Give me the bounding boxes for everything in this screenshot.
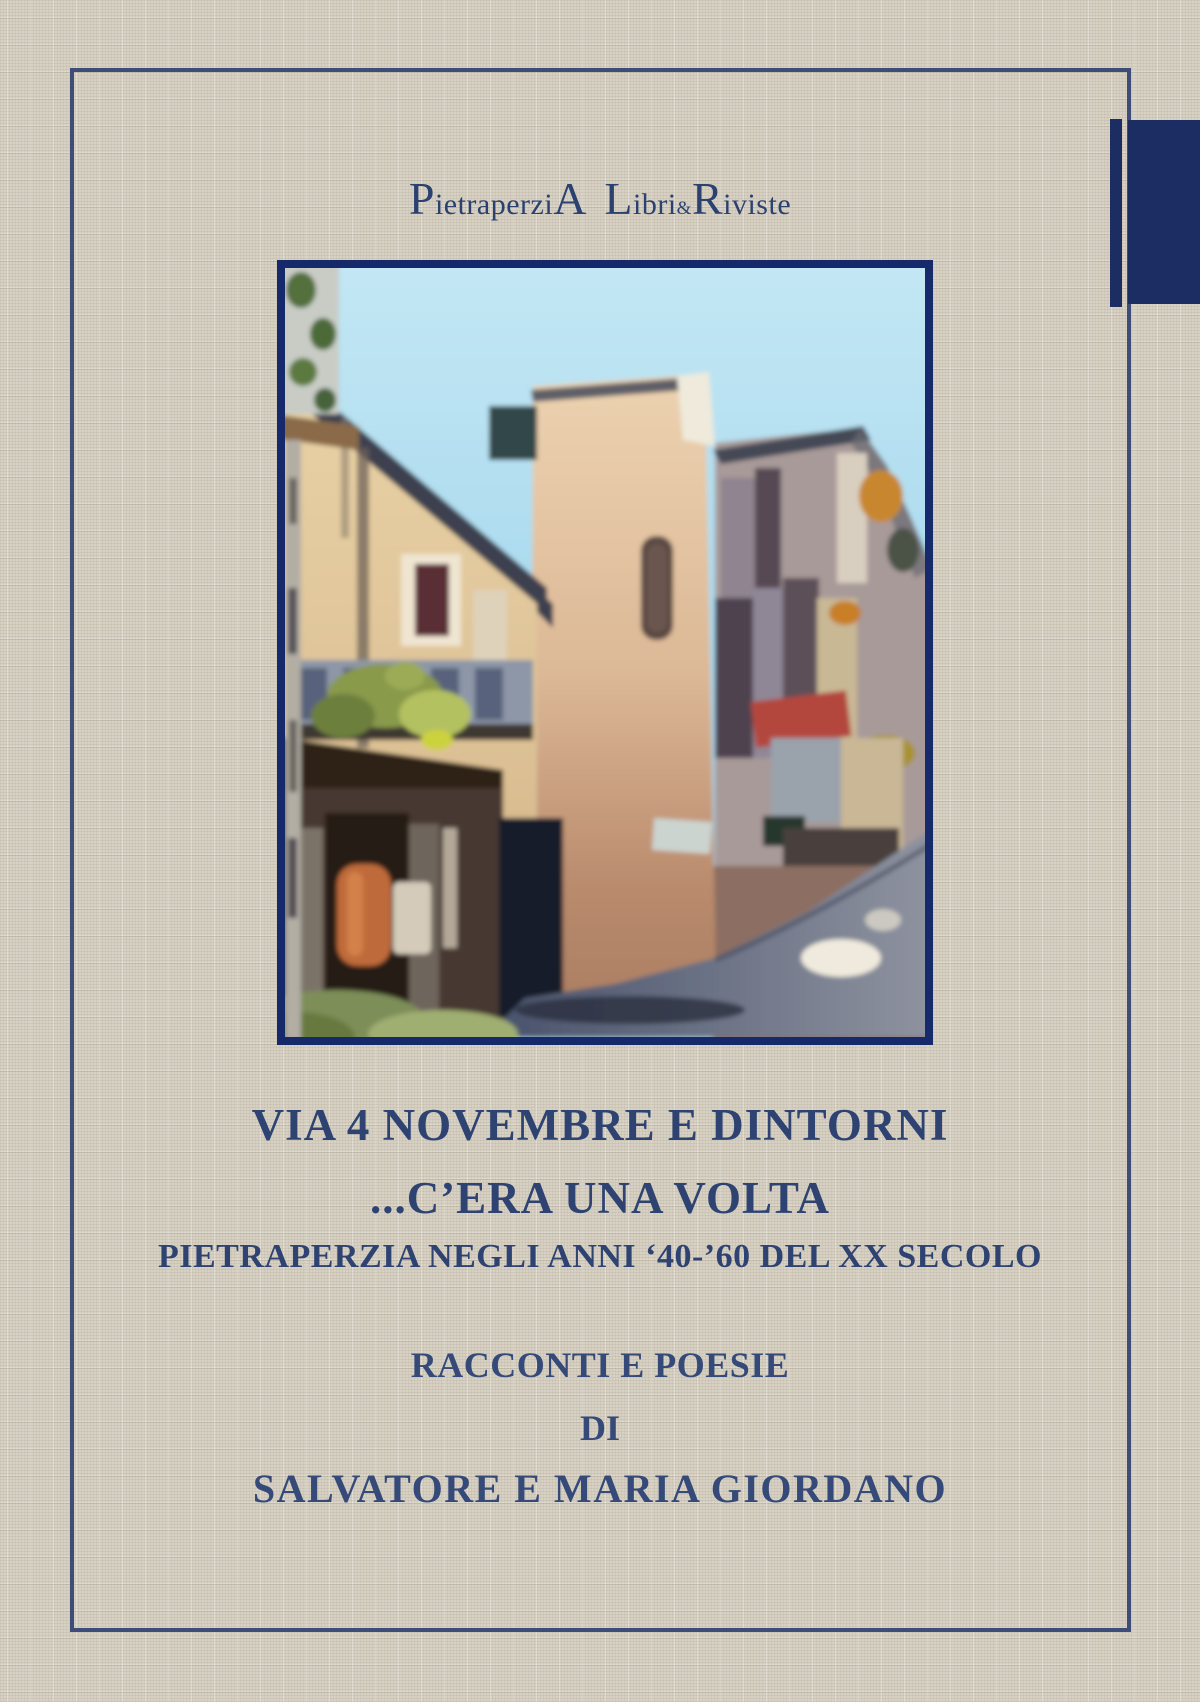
publisher-letter: R (691, 173, 724, 224)
publisher-letter: L (604, 173, 633, 224)
subtitle: PIETRAPERZIA NEGLI ANNI ‘40-’60 DEL XX SECOLO (158, 1238, 1042, 1275)
ampersand: & (676, 198, 692, 219)
author-heading: RACCONTI E POESIE (410, 1345, 790, 1385)
cover-photo (277, 260, 933, 1045)
publisher-letter: A (553, 173, 587, 224)
author-di: DI (579, 1408, 620, 1448)
street-painting (285, 268, 925, 1037)
publisher-letter: P (408, 173, 435, 224)
accent-thin-bar (1110, 119, 1122, 307)
title-line1: VIA 4 NOVEMBRE E DINTORNI (251, 1100, 949, 1150)
publisher-text: ibri (633, 188, 677, 221)
author-names: SALVATORE E MARIA GIORDANO (252, 1466, 948, 1511)
accent-block (1128, 120, 1200, 304)
publisher-text: iviste (723, 188, 792, 221)
publisher-text: ietraperzi (434, 188, 554, 221)
publisher-logo (0, 173, 1200, 224)
title-line2: ...C’ERA UNA VOLTA (369, 1173, 831, 1223)
